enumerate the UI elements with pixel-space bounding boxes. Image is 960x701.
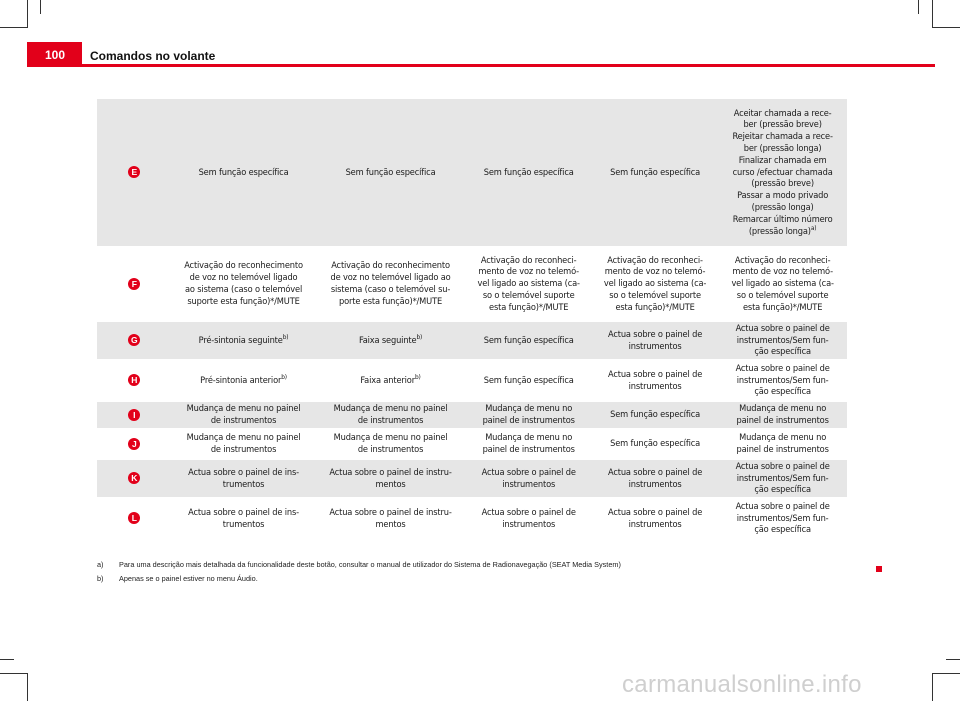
cell-text: sistema (caso o telemóvel su- [330,284,451,295]
cell-line [720,513,845,525]
cell-text: Sem função específica [610,438,701,450]
cell-text: so o telemóvel suporte [609,289,701,301]
cell-line [720,346,845,358]
cell-line [720,375,845,387]
cell-line [594,507,716,519]
cell-line [720,223,845,238]
cell-line [318,167,464,179]
cell-line [174,432,314,444]
cell-line [468,415,590,427]
cell-text: (pressão longa) [751,201,814,213]
cell-line [468,290,590,302]
cell-line [720,143,845,155]
cell-line [720,190,845,202]
cell-text: trumentos [222,478,265,490]
cell-line [318,467,464,479]
cell-line [174,519,314,531]
cell-line [594,278,716,290]
cell-text: vel ligado ao sistema (ca- [477,278,580,290]
cell-text: Actua sobre o painel de [481,506,576,518]
cell-line [468,403,590,415]
table-cell [172,362,316,402]
cell-line [318,272,464,284]
cell-text: Actua sobre o painel de [481,466,576,478]
crop-mark [27,673,28,701]
cell-line [174,507,314,519]
steering-controls-table [97,99,847,540]
cell-line [594,369,716,381]
cell-text: instrumentos [628,340,682,352]
footnote-ref: a) [810,223,817,232]
cell-text: painel de instrumentos [482,415,575,426]
footnote-mark: a) [97,560,104,569]
cell-text: Mudança de menu no painel [333,403,448,415]
cell-line [720,386,845,398]
cell-line [318,284,464,296]
cell-line [594,266,716,278]
cell-text: painel de instrumentos [736,444,829,455]
cell-line [720,290,845,302]
table-cell [592,402,718,431]
cell-text: Aceitar chamada a rece- [733,107,832,119]
cell-text: Mudança de menu no painel [333,432,448,444]
cell-text: Sem função específica [483,374,574,386]
cell-line [468,444,590,456]
table-cell [172,431,316,460]
cell-text: Sem função específica [198,166,289,178]
cell-line [720,167,845,179]
cell-line [720,119,845,131]
table-cell [466,431,592,460]
cell-text: Actua sobre o painel de [608,328,703,340]
cell-line [468,519,590,531]
cell-text: Remarcar último número [732,213,833,225]
cell-text: Actua sobre o painel de ins- [188,466,299,478]
cell-text: Finalizar chamada em [738,154,827,166]
cell-line [720,432,845,444]
cell-line [318,507,464,519]
crop-mark [946,659,960,660]
cell-line [720,302,845,314]
cell-line [720,131,845,143]
table-cell [466,249,592,322]
table-cell [172,500,316,540]
table-row [97,362,847,402]
table-cell [316,460,466,500]
cell-text: painel de instrumentos [736,415,829,426]
key-badge: I [128,409,140,421]
cell-line [720,484,845,496]
cell-text: Mudança de menu no [485,403,573,415]
cell-line [720,278,845,290]
table-cell [172,249,316,322]
footnote-b [97,574,258,583]
table-cell [316,322,466,362]
cell-text: trumentos [222,518,265,530]
cell-text: Mudança de menu no painel [186,432,301,444]
cell-text: Mudança de menu no [739,403,827,415]
cell-text: ção específica [754,484,811,496]
crop-mark [0,673,28,674]
table-cell [592,362,718,402]
cell-line [468,167,590,179]
cell-text: Rejeitar chamada a rece- [732,131,833,143]
cell-text: de instrumentos [357,415,424,426]
crop-mark [918,0,919,14]
table-cell [592,322,718,362]
cell-line [594,167,716,179]
table-row [97,431,847,460]
cell-text: Actua sobre o painel de [608,466,703,478]
cell-text: ber (pressão breve) [743,119,822,131]
header-rule [27,64,935,67]
page-title: Comandos no volante [90,49,216,63]
cell-line [720,363,845,375]
cell-text: instrumentos [502,518,556,530]
footnote-text: Para uma descrição mais detalhada da funcionalidade deste botão, consultar o manual de utilizador do Sistema de Radionavegação (SEAT Media System) [119,560,621,569]
cell-text: mento de voz no telemó- [478,266,579,278]
cell-line [468,255,590,267]
cell-line [174,444,314,456]
cell-line [720,155,845,167]
cell-line [468,467,590,479]
footnote-ref: b) [281,372,287,381]
cell-line [468,432,590,444]
cell-text: mentos [375,518,406,530]
cell-text: vel ligado ao sistema (ca- [603,278,707,290]
cell-line [174,260,314,272]
cell-text: de instrumentos [357,444,424,455]
crop-mark [27,0,28,28]
cell-text: Mudança de menu no [485,432,573,444]
cell-text: mentos [375,478,406,490]
row-key [97,402,172,431]
key-badge: J [128,438,140,450]
cell-line [720,335,845,347]
cell-text: Actua sobre o painel de [735,460,830,472]
table-cell [466,99,592,249]
cell-line [174,372,314,387]
table-cell [718,99,847,249]
cell-text: ção específica [754,386,811,398]
cell-text: esta função)*/MUTE [743,301,823,313]
cell-text: ber (pressão longa) [743,143,822,154]
cell-text: Actua sobre o painel de ins- [188,506,299,518]
cell-line [468,507,590,519]
cell-text: curso /efectuar chamada [732,166,833,178]
cell-line [174,415,314,427]
table-cell [718,362,847,402]
table-cell [592,431,718,460]
cell-text: instrumentos/Sem fun- [736,374,829,386]
cell-line [318,444,464,456]
cell-text: Actua sobre o painel de [735,322,830,334]
crop-mark [932,27,960,28]
key-badge: H [128,374,140,386]
cell-text: esta função)*/MUTE [615,301,695,313]
row-key [97,99,172,249]
crop-mark [932,673,933,701]
cell-line [318,479,464,491]
cell-text: mento de voz no telemó- [732,266,833,278]
table-cell [718,500,847,540]
table-cell [466,362,592,402]
footnote-mark: b) [97,574,104,583]
cell-text: esta função)*/MUTE [489,301,569,313]
cell-line [174,272,314,284]
cell-line [720,501,845,513]
cell-line [174,332,314,347]
cell-text: Faixa seguinte [358,334,417,346]
row-key [97,500,172,540]
end-of-section-mark [876,566,882,572]
cell-text: Activação do reconheci- [734,254,831,266]
cell-text: Sem função específica [345,166,436,178]
page-number: 100 [45,48,66,62]
cell-line [720,178,845,190]
cell-line [468,278,590,290]
cell-line [720,524,845,536]
table-cell [316,362,466,402]
table-row [97,460,847,500]
cell-line [720,108,845,120]
cell-line [720,403,845,415]
cell-text: Actua sobre o painel de instru- [329,466,452,478]
cell-text: instrumentos [628,518,682,530]
table-cell [316,500,466,540]
cell-text: so o telemóvel suporte [482,289,575,301]
cell-line [594,255,716,267]
table-cell [718,431,847,460]
key-badge: G [128,334,140,346]
cell-text: instrumentos/Sem fun- [736,334,829,346]
cell-line [594,519,716,531]
cell-text: (pressão breve) [751,178,814,190]
cell-line [318,372,464,387]
cell-text: instrumentos/Sem fun- [736,472,829,484]
cell-line [720,202,845,214]
crop-mark [932,0,933,28]
cell-line [174,467,314,479]
watermark: carmanualsonline.info [622,671,862,698]
cell-text: Activação do reconheci- [607,254,703,266]
cell-line [318,415,464,427]
cell-line [594,409,716,421]
cell-text: de instrumentos [210,415,277,426]
cell-line [468,302,590,314]
cell-text: porte esta função)*/MUTE [339,295,443,307]
cell-text: Sem função específica [610,166,701,178]
key-badge: F [128,278,140,290]
crop-mark [0,659,14,660]
cell-text: Actua sobre o painel de [608,368,703,380]
key-badge: K [128,472,140,484]
footnote-ref: b) [416,332,423,341]
cell-line [174,284,314,296]
cell-text: painel de instrumentos [482,444,575,455]
cell-line [594,381,716,393]
cell-line [318,403,464,415]
cell-line [468,266,590,278]
table-cell [718,402,847,431]
cell-line [720,473,845,485]
table-cell [316,249,466,322]
cell-text: instrumentos [502,478,556,490]
table-cell [316,402,466,431]
table-cell [316,99,466,249]
row-key [97,249,172,322]
crop-mark [0,27,28,28]
cell-line [720,266,845,278]
cell-text: Sem função específica [610,409,701,421]
cell-text: vel ligado ao sistema (ca- [731,278,834,290]
cell-text: Activação do reconhecimento [184,260,303,272]
cell-line [594,329,716,341]
row-key [97,460,172,500]
footnote-a [97,560,621,569]
cell-text: mento de voz no telemó- [604,266,706,278]
cell-text: suporte esta função)*/MUTE [187,295,300,307]
cell-line [318,432,464,444]
cell-line [318,296,464,308]
table-cell [718,460,847,500]
cell-text: ção específica [754,524,811,536]
key-badge: E [128,166,140,178]
table-row [97,249,847,322]
cell-line [318,332,464,347]
cell-line [174,479,314,491]
cell-text: de voz no telemóvel ligado [189,272,298,284]
cell-line [594,302,716,314]
table-cell [592,249,718,322]
cell-text: Activação do reconhecimento [331,260,450,272]
footnote-text: Apenas se o painel estiver no menu Áudio. [119,574,258,583]
table-cell [172,322,316,362]
table-cell [718,322,847,362]
cell-line [720,255,845,267]
cell-line [174,403,314,415]
cell-text: Faixa anterior [360,374,415,386]
cell-text: ao sistema (caso o telemóvel [184,284,303,295]
cell-text: Pré-sintonia seguinte [198,334,283,346]
cell-text: Activação do reconheci- [480,254,577,266]
table-cell [466,322,592,362]
cell-text: Actua sobre o painel de [735,362,830,374]
crop-mark [40,0,41,14]
table-row [97,402,847,431]
cell-line [594,438,716,450]
cell-text: Actua sobre o painel de [735,500,830,512]
footnote-ref: b) [282,332,289,341]
table-cell [316,431,466,460]
cell-line [594,467,716,479]
cell-line [720,214,845,226]
cell-text: so o telemóvel suporte [736,289,829,301]
cell-text: (pressão longa) [748,225,811,237]
table-cell [592,500,718,540]
table-cell [592,99,718,249]
table-cell [466,402,592,431]
cell-text: Mudança de menu no [739,432,827,444]
table-cell [466,460,592,500]
cell-line [174,167,314,179]
cell-line [720,444,845,456]
cell-text: Passar a modo privado [737,190,829,202]
cell-text: de instrumentos [210,444,277,455]
cell-text: ção específica [754,346,811,358]
row-key [97,322,172,362]
footnote-ref: b) [414,372,421,381]
table-cell [466,500,592,540]
key-badge: L [128,512,140,524]
cell-text: Sem função específica [483,166,574,178]
cell-line [468,479,590,491]
cell-text: de voz no telemóvel ligado ao [330,272,451,284]
cell-line [318,260,464,272]
table-cell [592,460,718,500]
cell-text: Mudança de menu no painel [186,403,301,415]
cell-line [468,335,590,347]
cell-text: Sem função específica [483,334,574,346]
cell-line [468,375,590,387]
table-row [97,99,847,249]
cell-text: Pré-sintonia anterior [200,374,282,386]
table-cell [172,402,316,431]
cell-line [720,323,845,335]
cell-line [594,341,716,353]
row-key [97,362,172,402]
cell-line [594,479,716,491]
cell-text: instrumentos [628,478,682,490]
cell-text: instrumentos [628,380,682,392]
cell-line [318,519,464,531]
table-cell [718,249,847,322]
cell-line [720,415,845,427]
table-cell [172,99,316,249]
cell-line [594,290,716,302]
table-row [97,500,847,540]
cell-text: Actua sobre o painel de [608,506,703,518]
table-row [97,322,847,362]
crop-mark [932,673,960,674]
cell-text: Actua sobre o painel de instru- [329,506,452,518]
table-cell [172,460,316,500]
cell-line [174,296,314,308]
row-key [97,431,172,460]
cell-line [720,461,845,473]
cell-text: instrumentos/Sem fun- [736,512,829,524]
